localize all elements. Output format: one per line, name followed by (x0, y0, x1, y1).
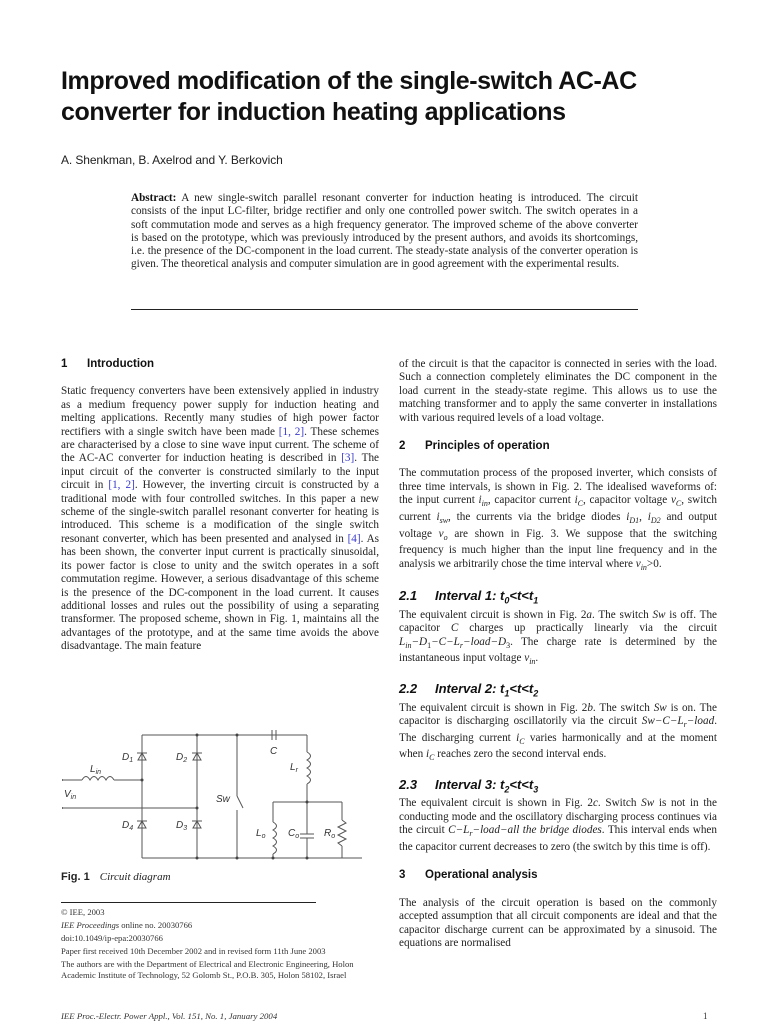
label-d1: $D_1$ (122, 752, 134, 764)
circuit-diagram (62, 730, 362, 865)
subsection-heading-interval-1: 2.1 Interval 1: $t_0<t<t_1$ (399, 588, 539, 606)
label-lin: $L_{in}$ (90, 764, 102, 776)
label-d3: $D_3$ (176, 820, 188, 832)
section-heading-operational-analysis: 3 Operational analysis (399, 869, 538, 882)
citation-link[interactable]: [1, 2] (278, 425, 305, 438)
label-c: C (270, 746, 278, 757)
principles-paragraph: The commutation process of the proposed inverter, which consists of three time intervals, is shown in Fig. 2. The idealised waveforms of: the input current $i_{in}$, capacitor current $i_C$, capacitor voltage $v_C$, switch current $i_{sw}$, the currents via the bridge diodes $i_{D1}$, $i_{D2}$ and output voltage $v_o$ are shown in Fig. 3. We suppose that the switching frequency is much higher than the input line frequency and in the analysis we arbitrarily chose the time interval where $v_{in}>0$. (399, 467, 718, 572)
paper-title: Improved modification of the single-switch AC-AC converter for induction heating applications (61, 67, 637, 126)
figure-caption-text: Circuit diagram (99, 871, 171, 883)
intro-continued: of the circuit is that the capacitor is connected in series with the load. Such a connection completely eliminates the DC component in the load current in the steady-state regime. This allows us to use the matching transformer and to apply the same converter in installations with various required levels of a load voltage. (399, 358, 717, 424)
abstract-text: A new single-switch parallel resonant converter for induction heating is introduced. The circuit consists of the input LC-filter, bridge rectifier and only one controlled power switch. The switch operates in a soft commutation mode and serves as a high frequency generator. The improved scheme of the above converter is based on the prototype, which was previously introduced by the present authors, and avoids its shortcomings, i.e. the presence of the DC-component in the load current. The steady-state analysis of the converter operation is given. The theoretical analysis and computer simulation are in good agreement with the experimental results. (131, 192, 638, 271)
label-co: $C_o$ (288, 828, 300, 840)
left-column (61, 358, 379, 654)
intro-paragraph: Static frequency converters have been extensively applied in industry as a medium frequency power supply for induction heating and melting applications. Recently many studies of high power factor rectifiers with a single switch have been made [1, 2]. These schemes are characterised by a close to sine wave input current. The scheme of the AC-AC converter for induction heating is described in [3]. The input circuit of the converter is constructed similarly to the input circuit in [1, 2]. However, the inverting circuit is constructed by a traditional mode with four controlled switches. In this paper a new scheme of the single-switch parallel resonant converter for heating is introduced. This scheme is a modification of the single switch resonant converter, which has been presented and analysed in [4]. As has been shown, the converter input current is practically sinusoidal, its power factor is close to unity and the switch operates in a soft commutation regime. However, a serious disadvantage of this scheme is the presence of the DC-component in the load current. It causes additional losses and rules out the possibility of using a separating transformer. The proposed scheme, shown in Fig. 1, maintains all the advantages of the prototype, and at the same time avoids the above disadvantage. The main feature (61, 385, 380, 653)
section-heading-introduction: 1 Introduction (61, 358, 155, 370)
received-date: Paper first received 10th December 2002 and in revised form 11th June 2003 (61, 946, 326, 957)
proceedings-number: IEE Proceedings online no. 20030766 (61, 920, 193, 931)
abstract-divider (131, 309, 638, 310)
right-column (399, 358, 717, 950)
subsection-heading-interval-3: 2.3 Interval 3: $t_2<t<t_3$ (399, 776, 539, 795)
doi: doi:10.1049/ip-epa:20030766 (61, 933, 163, 944)
label-lr: $L_r$ (290, 762, 298, 774)
figure-label: Fig. 1 (61, 871, 90, 883)
affiliation: The authors are with the Department of Electrical and Electronic Engineering, Holon Academic Institute of Technology, 52 Golomb St., P.O.B. 305, Holon 58102, Israel (61, 959, 354, 981)
abstract-label: Abstract: (131, 192, 177, 204)
label-lo: $L_o$ (256, 828, 266, 840)
journal-citation: IEE Proc.-Electr. Power Appl., Vol. 151, No. 1, January 2004 (61, 1011, 278, 1021)
subsection-heading-interval-2: 2.2 Interval 2: $t_1<t<t_2$ (399, 680, 539, 699)
figure-caption (61, 871, 171, 883)
citation-link[interactable]: [1, 2] (108, 479, 135, 492)
analysis-paragraph: The analysis of the circuit operation is based on the commonly accepted assumption that all circuit components are ideal and that the capacitor discharge current can be approximated by a sinusoid. The equations are normalised (399, 896, 717, 949)
copyright: © IEE, 2003 (61, 907, 105, 917)
citation-link[interactable]: [4] (347, 532, 361, 545)
page-number: 1 (703, 1011, 708, 1021)
authors: A. Shenkman, B. Axelrod and Y. Berkovich (61, 153, 283, 167)
section-heading-principles: 2 Principles of operation (399, 440, 550, 453)
label-d2: $D_2$ (176, 752, 188, 764)
interval-2-paragraph: The equivalent circuit is shown in Fig. 2b. The switch Sw is on. The capacitor is discharging oscillatorily via the circuit $Sw-C-L_r-load$. The discharging current $i_C$ varies harmonically and at the moment when $i_C$ reaches zero the second interval ends. (399, 701, 717, 763)
footnote-divider (61, 902, 316, 903)
label-ro: $R_o$ (324, 828, 336, 840)
interval-1-paragraph: The equivalent circuit is shown in Fig. 2a. The switch Sw is off. The capacitor C charges up practically linearly via the circuit $L_{in}-D_1-C-L_r-load-D_3$. The charge rate is determined by the instantaneous input voltage $v_{in}$. (399, 608, 718, 667)
label-sw: Sw (216, 794, 230, 805)
footnotes (61, 907, 379, 984)
label-vin: $V_{in}$ (64, 789, 77, 801)
abstract (131, 192, 638, 272)
label-d4: $D_4$ (122, 820, 134, 832)
interval-3-paragraph: The equivalent circuit is shown in Fig. 2c. Switch Sw is not in the conducting mode and the oscillatory discharging process continues via the circuit $C-L_r-load-all$ the bridge diodes. This interval ends when the capacitor current decreases to zero (the switch by this time is off). (399, 797, 717, 853)
citation-link[interactable]: [3] (341, 452, 355, 465)
